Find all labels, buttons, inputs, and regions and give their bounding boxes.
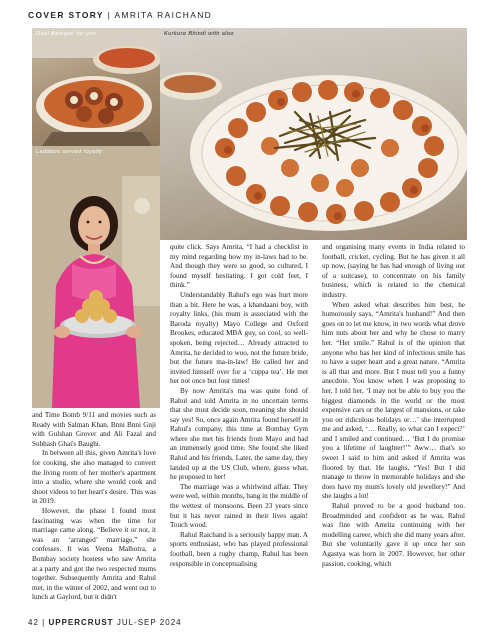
page-number: 42	[28, 618, 39, 627]
text-column-1	[32, 411, 156, 603]
paragraph: and Time Bomb 9/11 and movies such as Ready with Salman Khan, Bnni Bnni Gnji with Gulshan Grover and Ali Fazal and Subhash Ghai's Baughi.	[32, 411, 156, 448]
photo-caption-bhindi: Kurkure Bhindi with aloo	[164, 31, 234, 37]
photo-caption-dahi: Dahi Baingan for you	[36, 31, 97, 37]
photo-caption-laddoos: Laddoos served royally	[36, 149, 103, 155]
photo-laddoos-portrait	[32, 146, 160, 408]
portrait-illustration	[32, 146, 160, 408]
header-separator: |	[107, 10, 112, 20]
header-name: AMRITA RAICHAND	[114, 10, 213, 20]
paragraph: When asked what describes him best, he humorously says, “Amrita's husband!” And then goes on to let me know, in two words what drove him nuts about her and why he chose to marry her. “Her smile.” Rahul is of the opinion that anyone who has her kind of infectious smile has to have a super heart and a great nature. “Amrita is all that and more. But I must tell you a funny anecdote. You know when I was proposing to her, I told her, ‘I may not be able to buy you the biggest diamonds in the world or the most expensive cars or the largest of mansions, or take you on ridiculous holidays or…’ she interrupted me and asked, ‘… Really, so what can I expect?’ and I smiled and continued… ‘But I do promise you a lifetime of laughter!’” Aww… that's so sweet I said to him and asked if Amrita was floored by that. He laughs, “Yes! But I did manage to throw in memorable holidays and she does have my mum's lovely old jewellery!” And she laughs a lot!	[322, 300, 465, 501]
kurkure-bhindi-illustration	[160, 28, 467, 240]
paragraph: and organising many events in India related to football, cricket, cycling. But he has given it all up now, (saying he has had enough of living out of a suitcase), to concentrate on his family business, which is related to the chemical industry.	[322, 243, 465, 299]
photo-dahi-baingan	[32, 28, 160, 146]
paragraph: Rahul Raichand is a seriously happy man. A sports enthusiast, who has played professional football, been a rugby champ, Rahul has been responsible in conceptualising	[170, 530, 308, 568]
page-footer	[28, 618, 182, 627]
text-column-3	[322, 243, 465, 569]
paragraph: In between all this, given Amrita's love for cooking, she also managed to convert the living room of her mother's apartment into a studio, where she would cook and shoot videos to her heart's desire. This was in 2019.	[32, 449, 156, 506]
paragraph: The marriage was a whirlwind affair. They were wed, within months, bang in the middle of the wettest of monsoons. Been 23 years since but it has never rained in their lives again! Touch wood.	[170, 482, 308, 530]
paragraph: Understandably Rahul's ego was hurt more than a bit. Here he was, a khandaani boy, with royalty links, (his mum is associated with the Baroda royalty) Mayo College and Oxford Brookes, educated MBA guy, so cool, so well-spoken, being rejected… Already attracted to Amrita, he decided to woo, not the future bride, but the future ma-in-law! He called her and invited himself over for a ‘cuppa tea’. He met her not once but four times!	[170, 290, 308, 386]
magazine-name: UPPERCRUST	[48, 618, 114, 627]
dahi-baingan-illustration	[32, 28, 160, 146]
issue-date: JUL-SEP 2024	[116, 618, 182, 627]
running-header	[28, 10, 212, 20]
paragraph: However, the phase I found most fascinating was when the time for marriage came along. “Believe it or not, it was an ‘arranged’ marriage,” she confesses. It was Veena Malhotra, a Bombay society hostess who saw Amrita at a party and got the two respected mums together. Subsequently Amrita and Rahul met, in the winter of 2002, and went out to lunch at Gaylord, but it didn't	[32, 506, 156, 602]
paragraph: quite click. Says Amrita, “I had a checklist in my mind regarding how my in-laws had to be. And though they were so good, so cultured, I found myself hesitating. I got cold feet, I think.”	[170, 243, 308, 290]
paragraph: By now Amrita's ma was quite fond of Rahul and told Amrita in no uncertain terms that she must decide soon, meaning she should say yes! So, once again Amrita found herself in Rahul's company, this time at Bombay Gym where she met his friends from Mayo and had an immensely good time. She found she liked Rahul and his friends. Later, the same day, they landed up at the US Club, where, guess what, he proposed to her!	[170, 386, 308, 482]
photo-kurkure-bhindi	[160, 28, 467, 240]
header-section: COVER STORY	[28, 10, 104, 20]
footer-separator: |	[42, 618, 46, 627]
paragraph: Rahul proved to be a good husband too. Broadminded and confident as he was, Rahul was fine with Amrita continuing with her modelling career, which she did many years after. But she voluntarily gave it up once her son Agastya was born in 2007. However, her other passion, cooking, which	[322, 502, 465, 568]
text-column-2	[170, 243, 308, 569]
